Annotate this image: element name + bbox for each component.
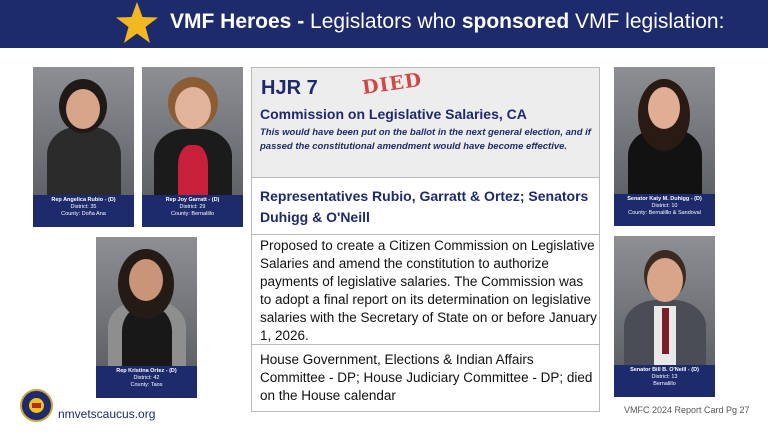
legislator-card-garratt: [142, 67, 243, 227]
star-icon: [113, 0, 161, 48]
status-section: [252, 345, 599, 411]
bill-title: Commission on Legislative Salaries, CA: [260, 106, 527, 122]
sponsors-section: [252, 178, 599, 235]
legislator-district: District: 42: [133, 375, 160, 381]
bill-note: This would have been put on the ballot in the next general election, and if passed the constitutional amendment would have become effective.: [260, 127, 591, 152]
legislator-county: County: Doña Ana: [61, 211, 106, 217]
died-stamp: DIED: [360, 68, 424, 100]
legislator-district: District: 10: [651, 203, 678, 209]
page-title: VMF Heroes - Legislators who sponsored VMF legislation:: [170, 10, 725, 33]
website-link[interactable]: nmvetscaucus.org: [58, 407, 156, 421]
legislator-photo: [142, 67, 243, 195]
bill-number: HJR 7: [261, 77, 318, 99]
legislator-card-duhigg: [614, 67, 715, 226]
bill-description: Proposed to create a Citizen Commission on Legislative Salaries and amend the constitution to authorize payments of legislative salaries. The Commission was to adopt a final report on its determination on legislative salaries with the Secretary of State on or before January 1, 2026.: [260, 238, 597, 343]
legislator-county: County: Taos: [130, 382, 163, 388]
legislator-name: Rep Kristina Ortez - (D): [116, 368, 177, 374]
bill-panel: [251, 67, 600, 412]
legislator-district: District: 29: [179, 204, 206, 210]
legislator-card-ortez: [96, 237, 197, 398]
description-section: [252, 235, 599, 345]
legislator-photo: [614, 236, 715, 365]
legislator-county: County: Bernalillo & Sandoval: [628, 210, 701, 216]
legislator-name: Senator Bill B. O'Neill - (D): [630, 367, 699, 373]
legislator-name: Senator Katy M. Duhigg - (D): [627, 196, 702, 202]
legislator-name: Rep Joy Garratt - (D): [165, 197, 220, 203]
bill-status: House Government, Elections & Indian Affairs Committee - DP; House Judiciary Committee - DP; died on the House calendar: [260, 352, 593, 403]
legislator-photo: [614, 67, 715, 194]
legislator-county: County: Bernalillo: [170, 211, 215, 217]
legislator-card-rubio: [33, 67, 134, 227]
header-banner: [0, 0, 768, 48]
legislator-county: Bernalillo: [653, 381, 676, 387]
bill-header-section: [252, 68, 599, 178]
legislator-photo: [33, 67, 134, 195]
caucus-logo-icon: [20, 389, 53, 422]
legislator-district: District: 13: [651, 374, 678, 380]
bill-sponsors: Representatives Rubio, Garratt & Ortez; Senators Duhigg & O'Neill: [260, 188, 589, 225]
legislator-name: Rep Angelica Rubio - (D): [51, 197, 116, 203]
page-footer: VMFC 2024 Report Card Pg 27: [624, 405, 750, 415]
legislator-photo: [96, 237, 197, 366]
legislator-district: District: 35: [70, 204, 97, 210]
legislator-card-oneill: [614, 236, 715, 397]
